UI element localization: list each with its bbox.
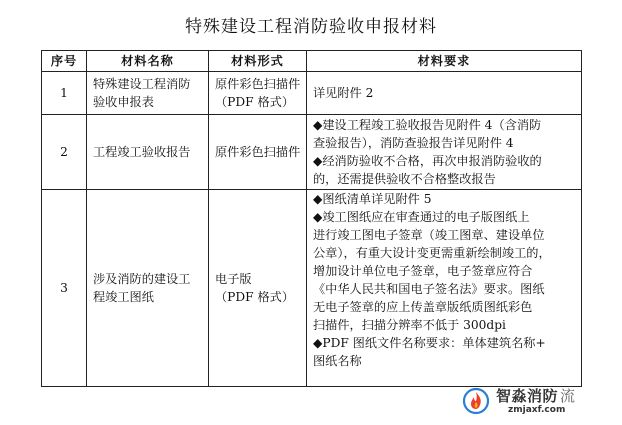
watermark-brand-name: 智淼消防	[496, 387, 559, 405]
watermark	[462, 385, 612, 419]
material-requirements	[307, 72, 582, 115]
text-line: 验收申报表	[93, 95, 154, 109]
table-row	[42, 115, 582, 190]
text-line: （PDF 格式）	[215, 290, 295, 304]
material-requirements	[307, 115, 582, 190]
watermark-suffix: 流	[560, 387, 576, 405]
row-number: 2	[42, 115, 87, 190]
table-row	[42, 72, 582, 115]
watermark-url: zmjaxf.com	[508, 405, 566, 415]
row-number: 1	[42, 72, 87, 115]
text-line: 原件彩色扫描件	[215, 77, 301, 91]
text-line: 特殊建设工程消防	[93, 77, 191, 91]
text-line: 的，还需提供验收不合格整改报告	[313, 172, 496, 186]
text-line: 查验报告），消防查验报告详见附件 4	[313, 136, 514, 150]
header-material-name: 材料名称	[87, 51, 209, 72]
text-line: 扫描件，扫描分辨率不低于 300dpi	[313, 318, 506, 332]
flame-logo-icon	[462, 387, 490, 415]
header-material-format: 材料形式	[209, 51, 307, 72]
materials-table	[41, 50, 582, 387]
text-line: （PDF 格式）	[215, 95, 295, 109]
text-line: 公章），有重大设计变更需重新绘制竣工的，	[313, 246, 551, 260]
header-number: 序号	[42, 51, 87, 72]
material-format	[209, 190, 307, 387]
text-line: 《中华人民共和国电子签名法》要求。图纸	[313, 282, 545, 296]
material-requirements	[307, 190, 582, 387]
text-line: 进行竣工图电子签章（竣工图章、建设单位	[313, 228, 545, 242]
table-row	[42, 190, 582, 387]
text-line: ◆竣工图纸应在审查通过的电子版图纸上	[313, 210, 530, 224]
text-line: ◆经消防验收不合格，再次申报消防验收的	[313, 154, 542, 168]
table-header-row	[42, 51, 582, 72]
text-line: 原件彩色扫描件	[215, 145, 301, 159]
document-title: 特殊建设工程消防验收申报材料	[185, 17, 437, 37]
text-line: 涉及消防的建设工	[93, 272, 191, 286]
material-format	[209, 72, 307, 115]
text-line: ◆PDF 图纸文件名称要求：单体建筑名称+	[313, 336, 546, 350]
watermark-brand	[496, 385, 576, 406]
text-line: 详见附件 2	[313, 86, 374, 100]
text-line: 图纸名称	[313, 354, 362, 368]
text-line: 电子版	[215, 272, 252, 286]
text-line: ◆建设工程竣工验收报告见附件 4（含消防	[313, 118, 542, 132]
material-name	[87, 115, 209, 190]
text-line: 增加设计单位电子签章，电子签章应符合	[313, 264, 533, 278]
text-line: 工程竣工验收报告	[93, 145, 191, 159]
material-name	[87, 190, 209, 387]
text-line: 无电子签章的应上传盖章版纸质图纸彩色	[313, 300, 533, 314]
text-line: 程竣工图纸	[93, 290, 154, 304]
text-line: ◆图纸清单详见附件 5	[313, 192, 432, 206]
row-number: 3	[42, 190, 87, 387]
header-material-requirements: 材料要求	[307, 51, 582, 72]
material-name	[87, 72, 209, 115]
material-format	[209, 115, 307, 190]
